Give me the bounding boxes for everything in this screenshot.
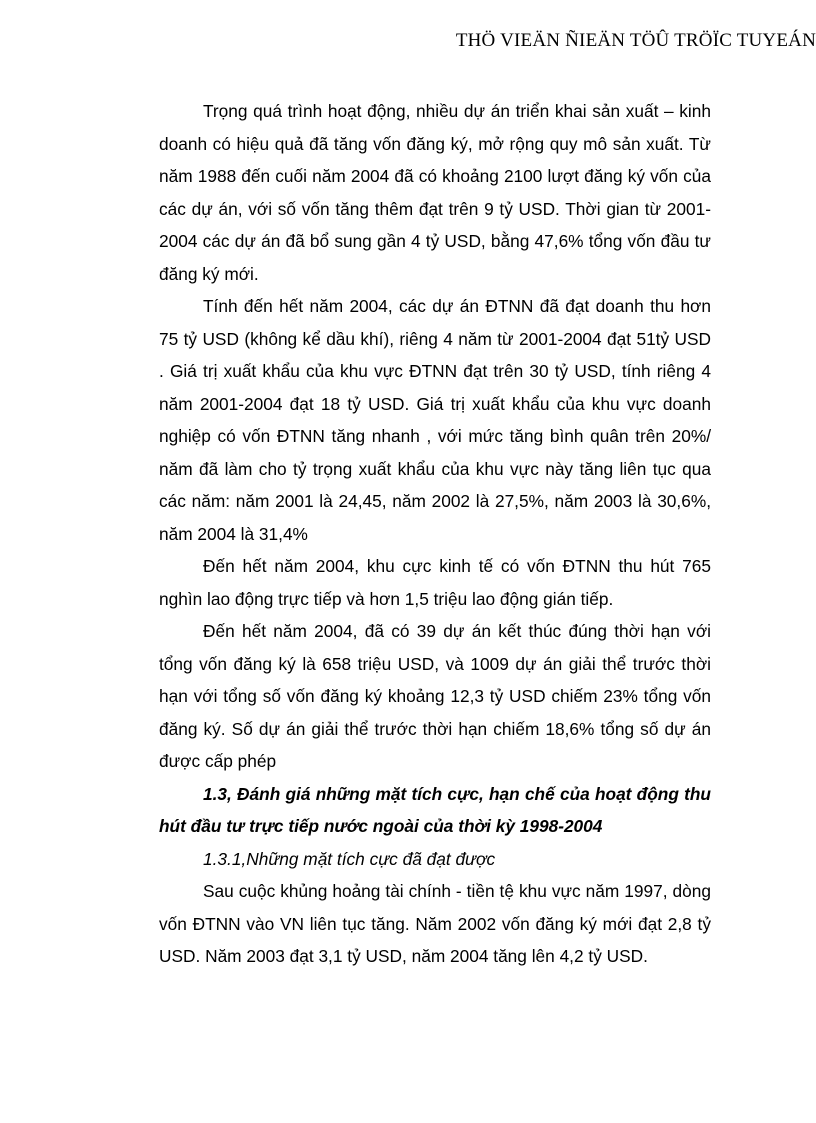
paragraph: Tính đến hết năm 2004, các dự án ĐTNN đã đạt doanh thu hơn 75 tỷ USD (không kể dầu khí), riêng 4 năm từ 2001-2004 đạt 51tỷ USD . Giá trị xuất khẩu của khu vực ĐTNN đạt trên 30 tỷ USD, tính riêng 4 năm 2001-2004 đạt 18 tỷ USD. Giá trị xuất khẩu của khu vực doanh nghiệp có vốn ĐTNN tăng nhanh , với mức tăng bình quân trên 20%/ năm đã làm cho tỷ trọng xuất khẩu của khu vực này tăng liên tục qua các năm: năm 2001 là 24,45, năm 2002 là 27,5%, năm 2003 là 30,6%, năm 2004 là 31,4% bbox=[159, 296, 711, 544]
paragraph: Sau cuộc khủng hoảng tài chính - tiền tệ khu vực năm 1997, dòng vốn ĐTNN vào VN liên tục tăng. Năm 2002 vốn đăng ký mới đạt 2,8 tỷ USD. Năm 2003 đạt 3,1 tỷ USD, năm 2004 tăng lên 4,2 tỷ USD. bbox=[159, 881, 711, 966]
paragraph: Đến hết năm 2004, khu cực kinh tế có vốn ĐTNN thu hút 765 nghìn lao động trực tiếp và hơn 1,5 triệu lao động gián tiếp. bbox=[159, 556, 711, 609]
paragraph: Trọng quá trình hoạt động, nhiều dự án triển khai sản xuất – kinh doanh có hiệu quả đã tăng vốn đăng ký, mở rộng quy mô sản xuất. Từ năm 1988 đến cuối năm 2004 đã có khoảng 2100 lượt đăng ký vốn của các dự án, với số vốn tăng thêm đạt trên 9 tỷ USD. Thời gian từ 2001-2004 các dự án đã bổ sung gần 4 tỷ USD, bằng 47,6% tổng vốn đầu tư đăng ký mới. bbox=[159, 101, 711, 284]
subsection-heading: 1.3.1,Những mặt tích cực đã đạt được bbox=[203, 848, 496, 869]
section-heading: 1.3, Đánh giá những mặt tích cực, hạn chế của hoạt động thu hút đầu tư trực tiếp nước ngoài của thời kỳ 1998-2004 bbox=[159, 783, 711, 836]
page-header: THÖ VIEÄN ÑIEÄN TÖÛ TRÖÏC TUYEÁN bbox=[455, 30, 816, 51]
document-body bbox=[159, 95, 711, 973]
paragraph: Đến hết năm 2004, đã có 39 dự án kết thúc đúng thời hạn với tổng vốn đăng ký là 658 triệu USD, và 1009 dự án giải thể trước thời hạn với tổng số vốn đăng ký khoảng 12,3 tỷ USD chiếm 23% tổng vốn đăng ký. Số dự án giải thể trước thời hạn chiếm 18,6% tổng số dự án được cấp phép bbox=[159, 621, 711, 771]
